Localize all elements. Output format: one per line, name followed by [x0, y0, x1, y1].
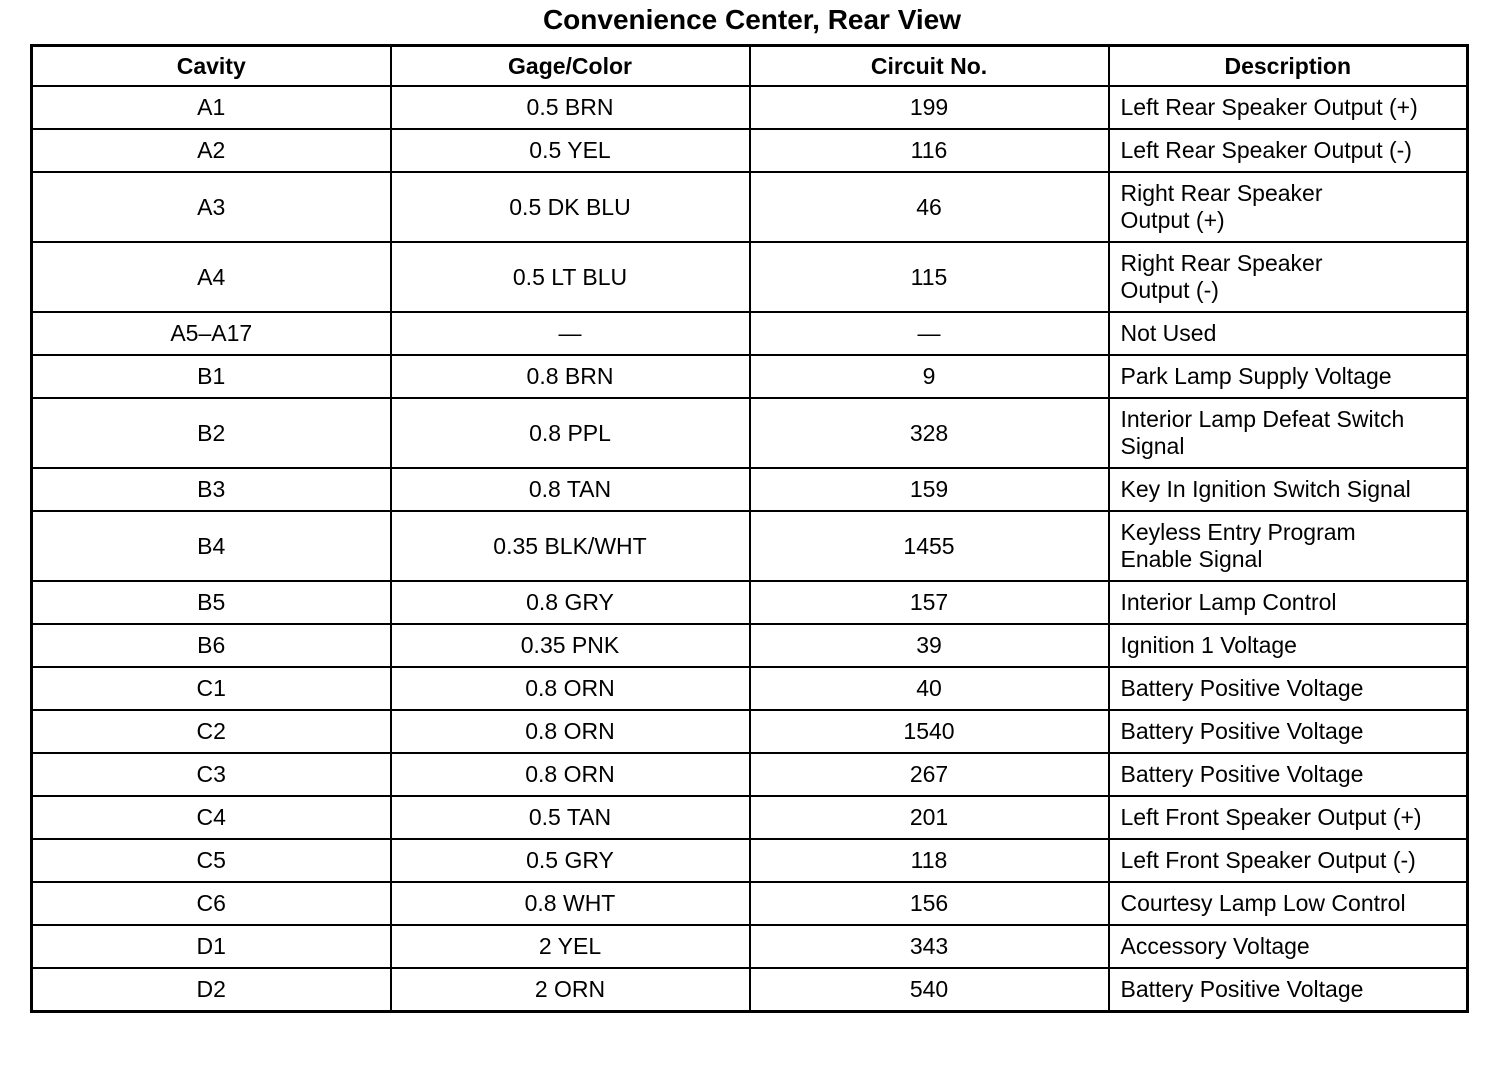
table-row	[32, 355, 1468, 398]
circuit-number-cell: 115	[750, 242, 1109, 312]
description-cell: Interior Lamp Defeat Switch Signal	[1109, 398, 1468, 468]
gage-color-cell: 0.8 GRY	[391, 581, 750, 624]
circuit-number-cell: 199	[750, 86, 1109, 129]
circuit-number-cell: —	[750, 312, 1109, 355]
table-row	[32, 667, 1468, 710]
circuit-number-cell: 159	[750, 468, 1109, 511]
connector-pinout-table	[30, 44, 1469, 1013]
table-row	[32, 839, 1468, 882]
table-row	[32, 129, 1468, 172]
table-row	[32, 312, 1468, 355]
gage-color-cell: 0.8 ORN	[391, 667, 750, 710]
cavity-cell: C1	[32, 667, 391, 710]
cavity-cell: C3	[32, 753, 391, 796]
circuit-number-cell: 201	[750, 796, 1109, 839]
cavity-cell: B1	[32, 355, 391, 398]
table-row	[32, 511, 1468, 581]
circuit-number-cell: 540	[750, 968, 1109, 1012]
gage-color-cell: 0.35 PNK	[391, 624, 750, 667]
cavity-cell: C2	[32, 710, 391, 753]
table-row	[32, 882, 1468, 925]
table-row	[32, 925, 1468, 968]
gage-color-cell: 0.5 TAN	[391, 796, 750, 839]
cavity-cell: B3	[32, 468, 391, 511]
cavity-cell: C6	[32, 882, 391, 925]
cavity-cell: A3	[32, 172, 391, 242]
table-body	[32, 86, 1468, 1012]
gage-color-cell: 0.5 DK BLU	[391, 172, 750, 242]
cavity-cell: D2	[32, 968, 391, 1012]
description-cell: Courtesy Lamp Low Control	[1109, 882, 1468, 925]
gage-color-cell: 0.8 BRN	[391, 355, 750, 398]
gage-color-cell: 0.8 PPL	[391, 398, 750, 468]
circuit-number-cell: 46	[750, 172, 1109, 242]
circuit-number-cell: 1540	[750, 710, 1109, 753]
table-header-row	[32, 46, 1468, 87]
table-row	[32, 242, 1468, 312]
description-cell: Battery Positive Voltage	[1109, 753, 1468, 796]
cavity-cell: C4	[32, 796, 391, 839]
circuit-number-cell: 40	[750, 667, 1109, 710]
gage-color-cell: 2 YEL	[391, 925, 750, 968]
gage-color-cell: 0.5 GRY	[391, 839, 750, 882]
description-cell: Left Front Speaker Output (+)	[1109, 796, 1468, 839]
cavity-cell: B5	[32, 581, 391, 624]
circuit-number-cell: 39	[750, 624, 1109, 667]
circuit-number-cell: 1455	[750, 511, 1109, 581]
header-circuit-number: Circuit No.	[750, 46, 1109, 87]
gage-color-cell: 2 ORN	[391, 968, 750, 1012]
gage-color-cell: 0.8 ORN	[391, 753, 750, 796]
table-row	[32, 796, 1468, 839]
description-cell: Right Rear Speaker Output (+)	[1109, 172, 1468, 242]
page-title: Convenience Center, Rear View	[542, 4, 962, 35]
table-row	[32, 968, 1468, 1012]
table-row	[32, 624, 1468, 667]
description-cell: Left Rear Speaker Output (+)	[1109, 86, 1468, 129]
cavity-cell: A5–A17	[32, 312, 391, 355]
table-row	[32, 581, 1468, 624]
description-cell: Right Rear Speaker Output (-)	[1109, 242, 1468, 312]
table-row	[32, 398, 1468, 468]
cavity-cell: D1	[32, 925, 391, 968]
table-row	[32, 172, 1468, 242]
gage-color-cell: —	[391, 312, 750, 355]
header-description: Description	[1109, 46, 1468, 87]
description-cell: Accessory Voltage	[1109, 925, 1468, 968]
gage-color-cell: 0.8 ORN	[391, 710, 750, 753]
gage-color-cell: 0.8 WHT	[391, 882, 750, 925]
circuit-number-cell: 157	[750, 581, 1109, 624]
cavity-cell: A1	[32, 86, 391, 129]
gage-color-cell: 0.35 BLK/WHT	[391, 511, 750, 581]
circuit-number-cell: 156	[750, 882, 1109, 925]
table-row	[32, 753, 1468, 796]
gage-color-cell: 0.5 YEL	[391, 129, 750, 172]
circuit-number-cell: 343	[750, 925, 1109, 968]
circuit-number-cell: 118	[750, 839, 1109, 882]
cavity-cell: B4	[32, 511, 391, 581]
circuit-number-cell: 267	[750, 753, 1109, 796]
cavity-cell: C5	[32, 839, 391, 882]
description-cell: Interior Lamp Control	[1109, 581, 1468, 624]
gage-color-cell: 0.8 TAN	[391, 468, 750, 511]
gage-color-cell: 0.5 LT BLU	[391, 242, 750, 312]
circuit-number-cell: 116	[750, 129, 1109, 172]
description-cell: Key In Ignition Switch Signal	[1109, 468, 1468, 511]
description-cell: Keyless Entry Program Enable Signal	[1109, 511, 1468, 581]
description-cell: Not Used	[1109, 312, 1468, 355]
description-cell: Battery Positive Voltage	[1109, 710, 1468, 753]
table-row	[32, 710, 1468, 753]
header-gage-color: Gage/Color	[391, 46, 750, 87]
table-row	[32, 86, 1468, 129]
cavity-cell: A4	[32, 242, 391, 312]
header-cavity: Cavity	[32, 46, 391, 87]
circuit-number-cell: 9	[750, 355, 1109, 398]
description-cell: Left Front Speaker Output (-)	[1109, 839, 1468, 882]
description-cell: Battery Positive Voltage	[1109, 667, 1468, 710]
table-row	[32, 468, 1468, 511]
cavity-cell: A2	[32, 129, 391, 172]
gage-color-cell: 0.5 BRN	[391, 86, 750, 129]
cavity-cell: B6	[32, 624, 391, 667]
cavity-cell: B2	[32, 398, 391, 468]
circuit-number-cell: 328	[750, 398, 1109, 468]
description-cell: Left Rear Speaker Output (-)	[1109, 129, 1468, 172]
description-cell: Battery Positive Voltage	[1109, 968, 1468, 1012]
description-cell: Park Lamp Supply Voltage	[1109, 355, 1468, 398]
description-cell: Ignition 1 Voltage	[1109, 624, 1468, 667]
